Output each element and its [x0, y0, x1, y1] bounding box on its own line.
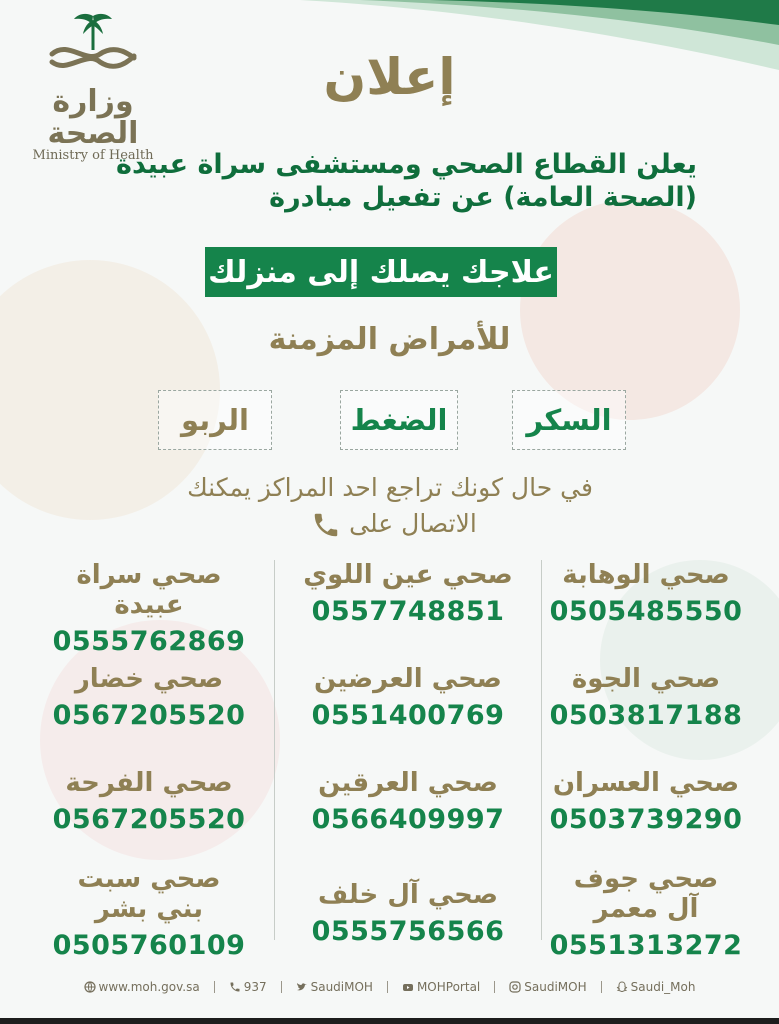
background-pill-shape [520, 200, 740, 420]
center-phone[interactable]: 0566409997 [311, 804, 505, 835]
youtube-icon [402, 981, 414, 993]
center-name: صحي العسران [552, 768, 740, 798]
center-name: صحي العرقين [318, 768, 498, 798]
column-divider [274, 560, 275, 940]
center-name: صحي جوف [573, 864, 719, 894]
center-phone[interactable]: 0567205520 [52, 700, 246, 731]
centers-column-middle [298, 560, 518, 947]
initiative-banner: علاجك يصلك إلى منزلك [205, 247, 557, 297]
center-phone[interactable]: 0551400769 [311, 700, 505, 731]
center-name-line-2: بني بشر [94, 894, 204, 924]
contact-note-line-2-text: الاتصال على [349, 509, 477, 538]
center-entry [298, 664, 518, 768]
disease-chip-asthma: الربو [158, 390, 272, 450]
center-entry [298, 880, 518, 947]
footer-divider [214, 981, 215, 993]
center-name: صحي سبت [77, 864, 221, 894]
footer-website-text: www.moh.gov.sa [98, 980, 200, 994]
center-name: صحي الوهابة [562, 560, 730, 590]
center-entry [42, 560, 256, 664]
disease-chip-diabetes: السكر [512, 390, 626, 450]
column-divider [541, 560, 542, 940]
center-phone[interactable]: 0557748851 [311, 596, 505, 627]
footer-snapchat-text: Saudi_Moh [630, 980, 696, 994]
footer-divider [601, 981, 602, 993]
center-entry [42, 664, 256, 768]
snapchat-icon [616, 981, 628, 993]
footer-twitter-text: SaudiMOH [310, 980, 373, 994]
center-phone[interactable]: 0503739290 [549, 804, 743, 835]
center-name: صحي خضار [74, 664, 224, 694]
intro-line-2: (الصحة العامة) عن تفعيل مبادرة [269, 182, 697, 213]
footer-youtube-text: MOHPortal [416, 980, 481, 994]
contact-footer [0, 980, 779, 994]
center-entry [42, 768, 256, 864]
contact-note-line-2 [110, 506, 670, 542]
center-name: صحي الفرحة [65, 768, 233, 798]
center-name-line-2: آل معمر [593, 894, 699, 924]
center-phone[interactable]: 0505760109 [52, 930, 246, 961]
centers-column-right [548, 560, 744, 961]
footer-divider [281, 981, 282, 993]
center-entry [298, 768, 518, 880]
footer-snapchat[interactable] [616, 980, 696, 994]
center-phone[interactable]: 0503817188 [549, 700, 743, 731]
footer-website[interactable] [84, 980, 200, 994]
center-entry [548, 768, 744, 864]
center-phone[interactable]: 0555756566 [311, 916, 505, 947]
footer-instagram[interactable] [509, 980, 586, 994]
center-name: صحي العرضين [314, 664, 502, 694]
centers-column-left [42, 560, 256, 961]
center-entry [548, 560, 744, 664]
footer-twitter[interactable] [296, 980, 373, 994]
center-name: صحي عين اللوي [303, 560, 513, 590]
announcement-title: إعلان [323, 48, 456, 106]
twitter-icon [296, 981, 308, 993]
contact-note-line-1: في حال كونك تراجع احد المراكز يمكنك [187, 473, 593, 502]
logo-english-name: Ministry of Health [32, 148, 154, 163]
center-name: صحي الجوة [571, 664, 721, 694]
intro-text [77, 148, 697, 214]
globe-icon [84, 981, 96, 993]
contact-note [110, 470, 670, 542]
footer-instagram-text: SaudiMOH [524, 980, 587, 994]
center-phone[interactable]: 0551313272 [549, 930, 743, 961]
chronic-diseases-subtitle: للأمراض المزمنة [268, 322, 511, 357]
phone-icon [311, 510, 341, 540]
center-name: صحي آل خلف [317, 880, 499, 910]
disease-chip-pressure: الضغط [340, 390, 458, 450]
bottom-edge-bar [0, 1018, 779, 1024]
center-phone[interactable]: 0505485550 [549, 596, 743, 627]
center-entry [298, 560, 518, 664]
phone-icon [229, 981, 241, 993]
intro-line-1: يعلن القطاع الصحي ومستشفى سراة عبيدة [116, 149, 697, 180]
footer-divider [494, 981, 495, 993]
logo-arabic-name: وزارة الصحة [47, 84, 139, 151]
center-entry [42, 864, 256, 961]
center-name: صحي سراة عبيدة [76, 560, 222, 620]
center-entry [548, 864, 744, 961]
center-entry [548, 664, 744, 768]
center-phone[interactable]: 0555762869 [52, 626, 246, 657]
center-phone[interactable]: 0567205520 [52, 804, 246, 835]
footer-phone-text: 937 [243, 980, 267, 994]
footer-divider [387, 981, 388, 993]
instagram-icon [509, 981, 521, 993]
footer-youtube[interactable] [402, 980, 480, 994]
footer-phone[interactable] [229, 980, 267, 994]
